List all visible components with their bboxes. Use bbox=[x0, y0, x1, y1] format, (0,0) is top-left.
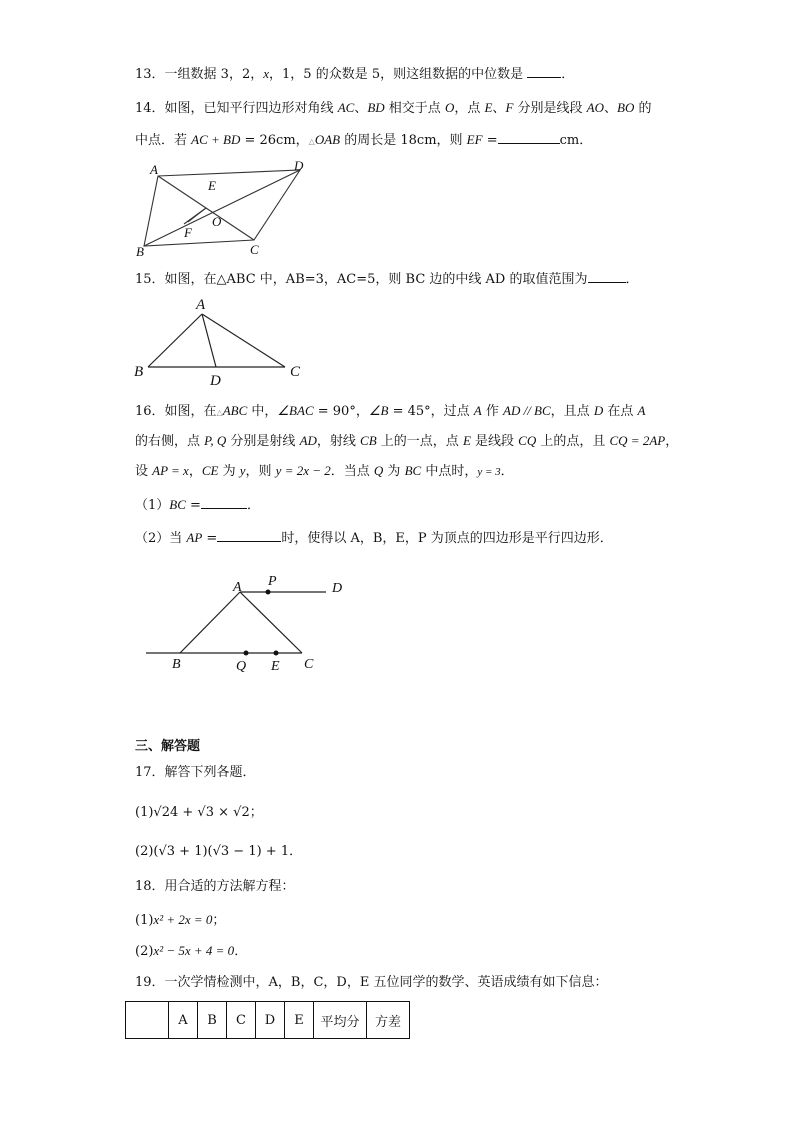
q14-bd: BD bbox=[367, 100, 385, 115]
q16-text-1a: 16．如图，在 bbox=[135, 404, 217, 419]
q18-title: 18．用合适的方法解方程： bbox=[135, 879, 295, 894]
q16-text-1c: = 90°， bbox=[313, 404, 369, 419]
q17-p2-expr: (√3 + 1)(√3 − 1) + 1 bbox=[153, 844, 290, 859]
q16-text-1f: ，且点 bbox=[550, 404, 594, 419]
q14-text-h: 、 bbox=[604, 101, 618, 116]
q17-p1-sqrt3: √3 bbox=[197, 805, 214, 820]
q16-text-3c: 为 bbox=[218, 464, 240, 479]
q16-line-1 bbox=[135, 402, 645, 422]
q15-answer-blank[interactable] bbox=[588, 270, 626, 283]
q14-bo: BO bbox=[617, 100, 635, 115]
q15-line bbox=[135, 270, 639, 289]
q14-text-g: 分别是线段 bbox=[513, 101, 587, 116]
q16-text-3e: ．当点 bbox=[330, 464, 374, 479]
q13-text-b: ，1，5 的众数是 5，则这组数据的中位数是 bbox=[269, 67, 524, 82]
q17-part-1 bbox=[135, 804, 263, 822]
q18-p2-end: ． bbox=[234, 944, 248, 959]
q14-unit: cm． bbox=[559, 133, 593, 148]
table-header-cell: 方差 bbox=[367, 1002, 410, 1039]
q15-text: 15．如图，在△ABC 中，AB=3，AC=5，则 BC 边的中线 AD 的取值范围为 bbox=[135, 272, 588, 287]
q14-ao: AO bbox=[586, 100, 604, 115]
q16-text-3a: 设 bbox=[135, 464, 153, 479]
q16-e: E bbox=[462, 433, 471, 448]
triangle-symbol: △ bbox=[308, 137, 315, 146]
q18-part-2 bbox=[135, 942, 247, 961]
q14-o: O bbox=[444, 100, 455, 115]
q14-label-e: E bbox=[208, 178, 216, 193]
q17-p1-sqrt24: √24 bbox=[153, 805, 179, 820]
q16-p1-label: （1） bbox=[135, 498, 170, 513]
q16-pq: P, Q bbox=[204, 433, 227, 448]
q14-text-2a: 中点．若 bbox=[135, 133, 192, 148]
q16-text-3g: 中点时， bbox=[421, 464, 478, 479]
q16-label-p: P bbox=[268, 574, 277, 589]
q16-label-e: E bbox=[271, 659, 280, 674]
q16-y: y bbox=[239, 463, 246, 478]
q16-p1-bc: BC bbox=[169, 497, 186, 512]
q16-ce: CE bbox=[201, 463, 219, 478]
q16-bc: BC bbox=[404, 463, 422, 478]
q16-a-2: A bbox=[637, 403, 646, 418]
q16-text-2f: 是线段 bbox=[470, 434, 519, 449]
q17-p2-end: ． bbox=[289, 844, 303, 859]
q13-line bbox=[135, 65, 574, 84]
q14-label-a: A bbox=[150, 162, 158, 177]
q14-text-d: 、 bbox=[492, 101, 506, 116]
q16-text-2d: 上的一点，点 bbox=[376, 434, 463, 449]
q16-line-2 bbox=[135, 432, 678, 451]
q13-end: ． bbox=[561, 67, 575, 82]
q14-ef: EF bbox=[466, 132, 483, 147]
q18-p1-label: (1) bbox=[135, 913, 154, 928]
q16-text-2g: 上的点，且 bbox=[536, 434, 610, 449]
q18-p1-expr: x² + 2x = 0 bbox=[153, 912, 213, 927]
q14-sep: 、 bbox=[354, 101, 368, 116]
q14-text-i: 的 bbox=[634, 101, 652, 116]
q14-line-2 bbox=[135, 131, 592, 151]
q16-p2-label: （2）当 bbox=[135, 531, 187, 546]
q15-label-d: D bbox=[210, 373, 221, 389]
q14-text-2c: 的周长是 18cm，则 bbox=[340, 133, 467, 148]
q16-part-1 bbox=[135, 496, 260, 515]
q16-d: D bbox=[593, 403, 604, 418]
q16-text-1d: = 45°，过点 bbox=[388, 404, 474, 419]
table-header-cell: E bbox=[285, 1002, 314, 1039]
q16-cq: CQ bbox=[518, 433, 537, 448]
q16-figure bbox=[140, 572, 360, 682]
q15-label-b: B bbox=[134, 364, 144, 380]
q14-oab: OAB bbox=[314, 132, 341, 147]
table-header-cell: D bbox=[256, 1002, 285, 1039]
q17-p1-sqrt2: √2 bbox=[233, 805, 250, 820]
q14-label-d: D bbox=[294, 158, 304, 173]
q16-angle-bac: ∠BAC bbox=[277, 403, 314, 418]
q16-text-3h: ． bbox=[500, 464, 514, 479]
q14-answer-blank[interactable] bbox=[498, 131, 560, 144]
q14-expr: AC + BD bbox=[191, 132, 241, 147]
q14-f: F bbox=[505, 100, 514, 115]
q16-p2-eq: = bbox=[202, 531, 218, 546]
table-row bbox=[126, 1002, 410, 1039]
section-heading: 三、解答题 bbox=[135, 739, 201, 754]
q16-equation: y = 2x − 2 bbox=[275, 463, 331, 478]
q17-p1-label: (1) bbox=[135, 805, 154, 820]
q17-p1-end: ； bbox=[249, 805, 263, 820]
q14-e: E bbox=[484, 100, 493, 115]
q14-label-c: C bbox=[250, 242, 259, 257]
q16-text-1e: 作 bbox=[481, 404, 503, 419]
q14-label-o: O bbox=[212, 214, 222, 229]
q17-part-2 bbox=[135, 843, 302, 861]
q16-p2-text: 时，使得以 A，B，E，P 为顶点的四边形是平行四边形． bbox=[281, 531, 613, 546]
table-header-cell: 平均分 bbox=[314, 1002, 367, 1039]
q16-p2-answer-blank[interactable] bbox=[217, 529, 281, 542]
q13-var-x: x bbox=[263, 66, 270, 81]
q16-p1-answer-blank[interactable] bbox=[201, 496, 247, 509]
q15-triangle-figure bbox=[130, 294, 310, 389]
q16-text-3d: ，则 bbox=[245, 464, 276, 479]
q14-text-2d: = bbox=[482, 133, 498, 148]
q14-text: 14．如图，已知平行四边形对角线 bbox=[135, 101, 338, 116]
q16-p1-eq: = bbox=[185, 498, 201, 513]
q14-ac: AC bbox=[337, 100, 355, 115]
q16-text-3f: 为 bbox=[383, 464, 405, 479]
q16-text-2c: ，射线 bbox=[316, 434, 361, 449]
q16-text-1g: 在点 bbox=[603, 404, 638, 419]
q15-label-a: A bbox=[196, 297, 206, 313]
q17-p1-plus: + bbox=[178, 805, 198, 820]
q16-text-2a: 的右侧，点 bbox=[135, 434, 205, 449]
q16-point-q bbox=[244, 651, 249, 656]
q16-label-a: A bbox=[233, 580, 242, 595]
q14-text-c: ，点 bbox=[454, 101, 485, 116]
q17-title: 17．解答下列各题． bbox=[135, 765, 256, 780]
q16-line-3 bbox=[135, 462, 514, 481]
q17-p2-label: (2) bbox=[135, 844, 154, 859]
q16-a: A bbox=[473, 403, 482, 418]
q13-text: 一组数据 3，2， bbox=[164, 67, 264, 82]
q16-text-2b: 分别是射线 bbox=[226, 434, 300, 449]
q16-p1-end: ． bbox=[246, 498, 260, 513]
q16-p2-ap: AP bbox=[186, 530, 203, 545]
q18-p2-label: (2) bbox=[135, 944, 154, 959]
q16-label-d: D bbox=[332, 581, 343, 596]
q16-abc: ABC bbox=[222, 403, 248, 418]
q15-label-c: C bbox=[290, 364, 301, 380]
table-header-cell: B bbox=[198, 1002, 227, 1039]
table-header-cell bbox=[126, 1002, 169, 1039]
q17-p1-times: × bbox=[213, 805, 234, 820]
q19-title: 19．一次学情检测中，A，B，C，D，E 五位同学的数学、英语成绩有如下信息： bbox=[135, 975, 608, 990]
q14-text-2b: = 26cm， bbox=[240, 133, 309, 148]
q18-p1-end: ； bbox=[212, 913, 226, 928]
q16-cb: CB bbox=[360, 433, 377, 448]
q18-p2-expr: x² − 5x + 4 = 0 bbox=[153, 943, 235, 958]
q16-ap: AP = x bbox=[152, 463, 189, 478]
q16-part-2 bbox=[135, 529, 613, 548]
q16-label-c: C bbox=[304, 657, 314, 672]
q13-number: 13． bbox=[135, 67, 165, 82]
q16-angle-b: ∠B bbox=[368, 403, 389, 418]
q14-text-b: 相交于点 bbox=[384, 101, 445, 116]
q15-end: ． bbox=[625, 272, 639, 287]
q16-text-1b: 中， bbox=[247, 404, 278, 419]
q16-y3: y = 3 bbox=[477, 466, 501, 478]
q19-score-table bbox=[125, 1001, 410, 1039]
table-header-cell: C bbox=[227, 1002, 256, 1039]
triangle-symbol: △ bbox=[216, 408, 223, 417]
q14-line-1 bbox=[135, 99, 652, 118]
q16-text-2h: ， bbox=[665, 434, 679, 449]
q13-answer-blank[interactable] bbox=[527, 65, 561, 78]
table-header-cell: A bbox=[169, 1002, 198, 1039]
q16-label-b: B bbox=[172, 657, 181, 672]
q16-ad: AD bbox=[299, 433, 317, 448]
q16-parallel: AD // BC bbox=[503, 403, 551, 418]
q16-q: Q bbox=[373, 463, 384, 478]
q16-point-p bbox=[266, 590, 271, 595]
q18-part-1 bbox=[135, 911, 225, 930]
q16-point-e bbox=[274, 651, 279, 656]
q16-text-3b: ， bbox=[188, 464, 202, 479]
q16-label-q: Q bbox=[236, 659, 247, 674]
q14-label-f: F bbox=[184, 225, 192, 240]
q14-label-b: B bbox=[136, 244, 144, 258]
q14-parallelogram-figure bbox=[130, 158, 330, 258]
q16-relation: CQ = 2AP bbox=[609, 433, 666, 448]
